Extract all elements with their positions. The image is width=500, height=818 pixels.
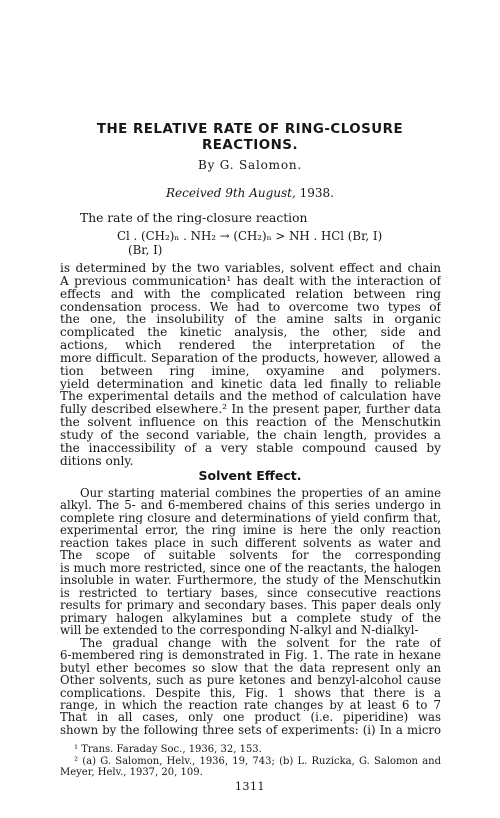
title-line-1: THE RELATIVE RATE OF RING-CLOSURE: [96, 122, 404, 137]
received-year: 1938.: [299, 186, 334, 200]
solvent-effect-paragraph-line: The scope of suitable solvents for the corresponding: [60, 549, 441, 562]
intro-paragraph-line: tion between ring imine, oxyamine and polymers.: [60, 364, 441, 378]
solvent-effect-paragraph-line: Our starting material combines the properties of an amine: [80, 487, 441, 500]
intro-paragraph-line: effects and with the complicated relation between ring: [60, 287, 441, 301]
solvent-effect-paragraph: [60, 487, 441, 736]
solvent-effect-paragraph-line: 6-membered ring is demonstrated in Fig. 1. The rate in hexane: [60, 649, 441, 662]
title-line-2: REACTIONS.: [201, 138, 299, 153]
intro-paragraph-line: is determined by the two variables, solvent effect and chain: [60, 262, 441, 275]
reaction-equation-halogens: (Br, I): [128, 243, 163, 257]
section-heading: Solvent Effect.: [198, 468, 302, 483]
intro-paragraph: [60, 262, 441, 468]
solvent-effect-paragraph-line: experimental error, the ring imine is here the only reaction: [60, 524, 441, 537]
solvent-effect-paragraph-line: shown by the following three sets of experiments: (i) In a micro: [60, 723, 441, 737]
intro-paragraph-line: The experimental details and the method of calculation have: [60, 390, 441, 404]
footnote-2: ² (a) G. Salomon, Helv., 1936, 19, 743; (b) L. Ruzicka, G. Salomon and: [74, 755, 441, 767]
intro-paragraph-line: more difficult. Separation of the products, however, allowed a: [60, 351, 441, 365]
intro-paragraph-line: condensation process. We had to overcome two types of: [60, 300, 441, 314]
solvent-effect-paragraph-line: butyl ether becomes so slow that the data represent only an: [60, 661, 441, 675]
intro-paragraph-line: yield determination and kinetic data led finally to reliable: [60, 377, 441, 391]
solvent-effect-paragraph-line: That in all cases, only one product (i.e. piperidine) was: [60, 711, 441, 724]
intro-paragraph-line: A previous communication¹ has dealt with the interaction of: [60, 274, 441, 288]
solvent-effect-paragraph-line: results for primary and secondary bases. This paper deals only: [60, 599, 441, 612]
intro-paragraph-line: study of the second variable, the chain length, provides a: [60, 428, 441, 442]
lead-sentence: The rate of the ring-closure reaction: [80, 211, 308, 225]
solvent-effect-paragraph-line: will be extended to the corresponding N-alkyl and N-dialkyl-: [60, 624, 419, 637]
solvent-effect-paragraph-line: Other solvents, such as pure ketones and benzyl-alcohol cause: [60, 674, 441, 687]
author-line: By G. Salomon.: [198, 158, 302, 172]
received-date: [0, 186, 500, 200]
intro-paragraph-line: ditions only.: [60, 454, 134, 468]
intro-paragraph-line: fully described elsewhere.² In the present paper, further data: [60, 403, 441, 417]
solvent-effect-paragraph-line: insoluble in water. Furthermore, the study of the Menschutkin: [60, 574, 441, 587]
received-text: Received 9th August,: [166, 186, 296, 200]
intro-paragraph-line: actions, which rendered the interpretation of the: [60, 339, 441, 352]
intro-paragraph-line: the one, the insolubility of the amine salts in organic: [60, 313, 441, 327]
article-title: [60, 122, 440, 154]
solvent-effect-paragraph-line: range, in which the reaction rate changes by at least 6 to 7: [60, 698, 441, 712]
solvent-effect-paragraph-line: primary halogen alkylamines but a complete study of the: [60, 611, 441, 625]
intro-paragraph-line: complicated the kinetic analysis, the other, side and: [60, 326, 441, 340]
footnote-2-continued: Meyer, Helv., 1937, 20, 109.: [60, 767, 203, 778]
footnote-1: ¹ Trans. Faraday Soc., 1936, 32, 153.: [74, 744, 262, 755]
solvent-effect-paragraph-line: complications. Despite this, Fig. 1 shows that there is a: [60, 686, 441, 699]
intro-paragraph-line: the solvent influence on this reaction of the Menschutkin: [60, 416, 441, 429]
page-number: 1311: [235, 780, 265, 793]
reaction-equation: Cl . (CH₂)ₙ . NH₂ → (CH₂)ₙ > NH . HCl (Br, I): [117, 229, 383, 243]
footnotes: [60, 744, 441, 779]
solvent-effect-paragraph-line: alkyl. The 5- and 6-membered chains of this series undergo in: [60, 499, 441, 512]
intro-paragraph-line: the inaccessibility of a very stable compound caused by: [60, 441, 441, 455]
solvent-effect-paragraph-line: complete ring closure and determinations of yield confirm that,: [60, 511, 441, 525]
solvent-effect-paragraph-line: is restricted to tertiary bases, since consecutive reactions: [60, 586, 441, 600]
solvent-effect-paragraph-line: is much more restricted, since one of the reactants, the halogen: [60, 561, 441, 575]
solvent-effect-paragraph-line: The gradual change with the solvent for the rate of: [80, 636, 441, 650]
solvent-effect-paragraph-line: reaction takes place in such different solvents as water and: [60, 536, 441, 550]
